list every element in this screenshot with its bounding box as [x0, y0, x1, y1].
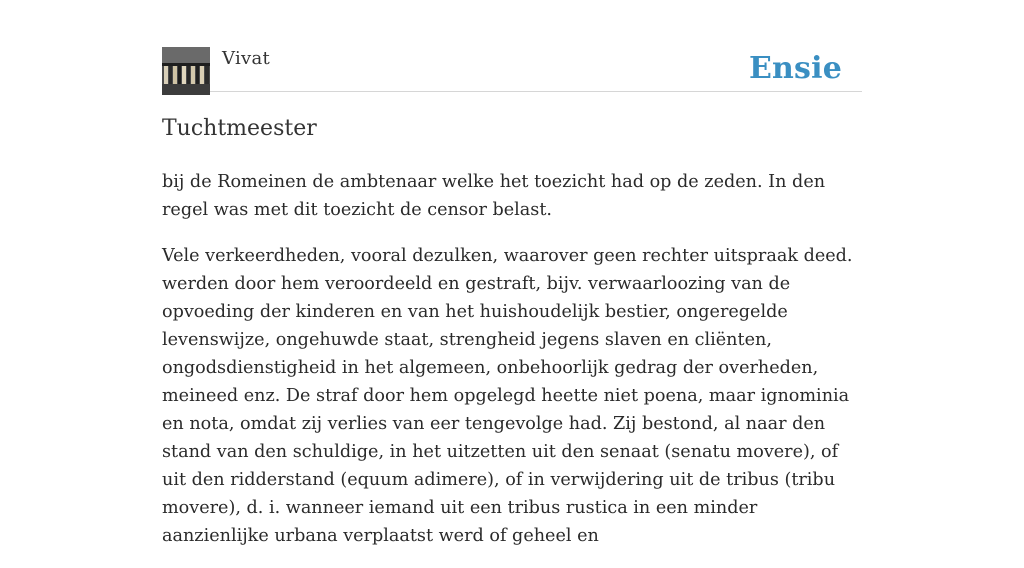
article-paragraph: Vele verkeerdheden, vooral dezulken, waarover geen rechter uitspraak deed. werden door hem veroordeeld en gestraft, bijv. verwaarloozing van de opvoeding der kinderen en van het huishoudelijk bestier, ongeregelde levenswijze, ongehuwde staat, strengheid jegens slaven en cliënten, ongodsdienstigheid in het algemeen, onbehoorlijk gedrag der overheden, meineed enz. De straf door hem opgelegd heette niet poena, maar ignominia en nota, omdat zij verlies van eer tengevolge had. Zij bestond, al naar den stand van den schuldige, in het uitzetten uit den senaat (senatu movere), of uit den ridderstand (equum adimere), of in verwijdering uit de tribus (tribu movere), d. i. wanneer iemand uit een tribus rustica in een minder aanzienlijke urbana verplaatst werd of geheel en [162, 246, 853, 546]
source-name[interactable]: Vivat [222, 48, 271, 69]
page-title: Tuchtmeester [162, 116, 317, 141]
article-body [162, 168, 862, 568]
brand-logo[interactable]: Ensie [748, 51, 842, 86]
article-paragraph: bij de Romeinen de ambtenaar welke het toezicht had op de zeden. In den regel was met dit toezicht de censor belast. [162, 172, 826, 220]
header [162, 45, 862, 92]
books-icon[interactable] [162, 47, 210, 95]
